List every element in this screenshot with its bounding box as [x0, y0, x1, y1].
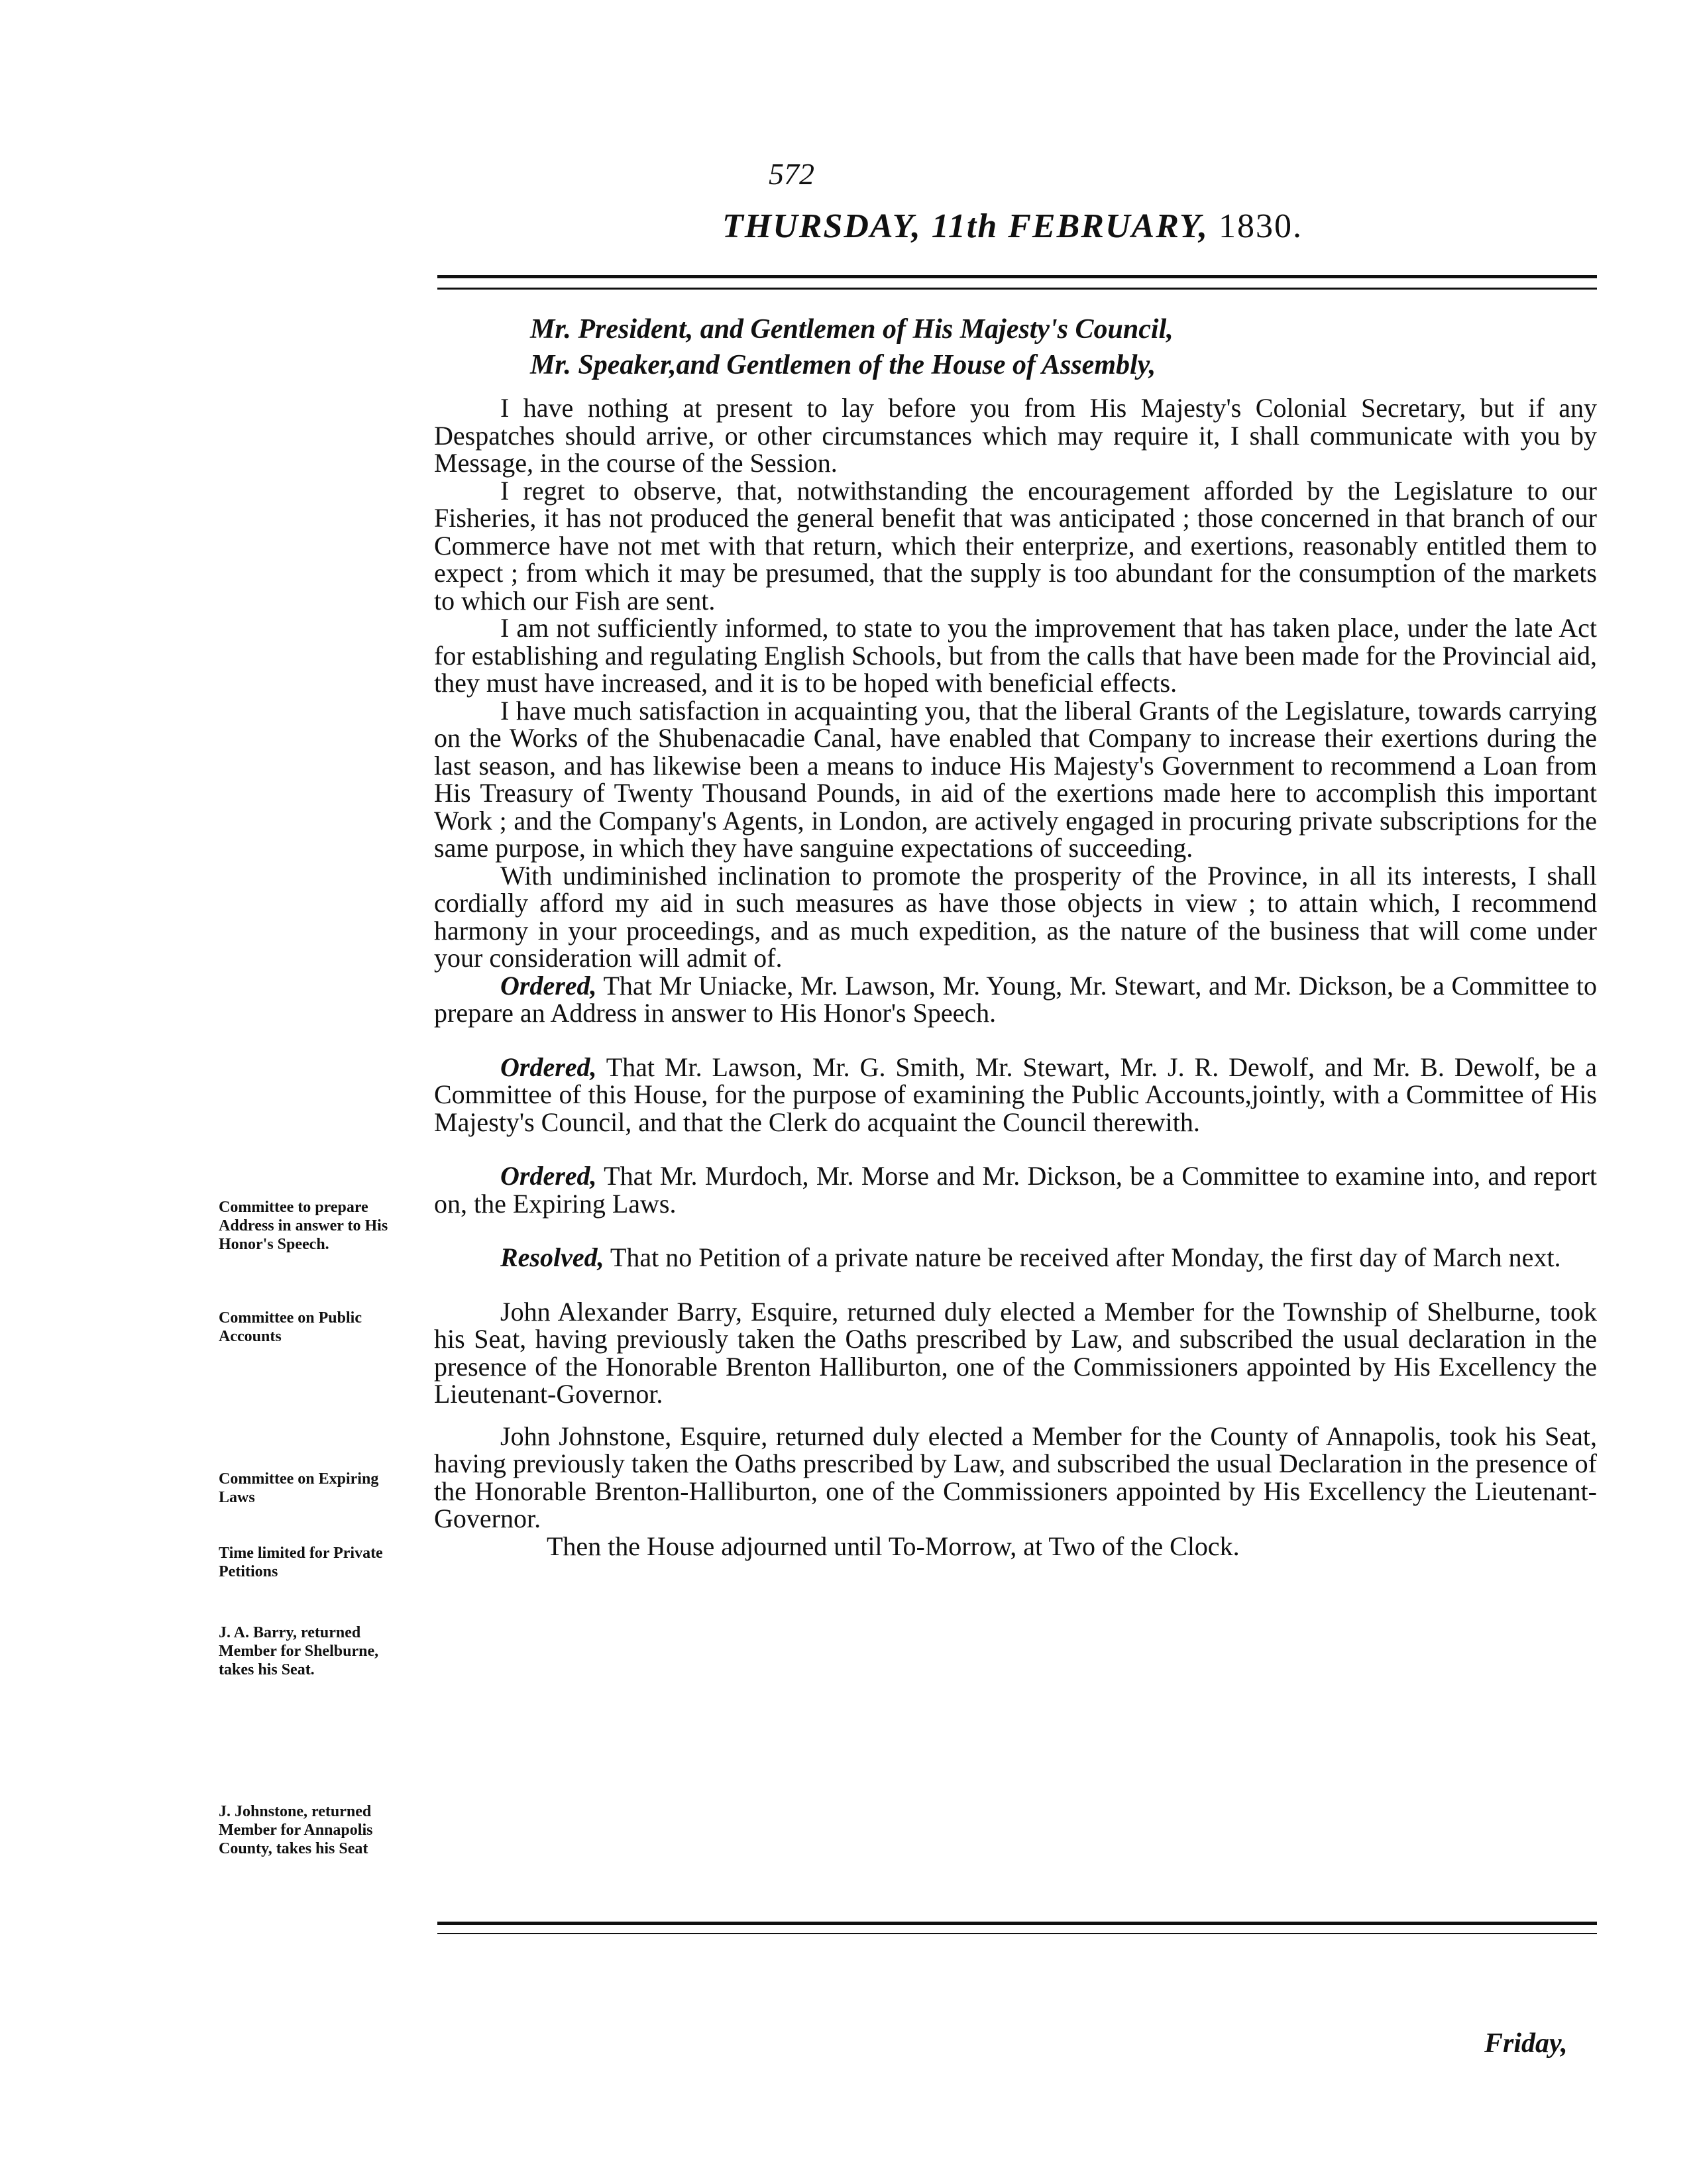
margin-note: Committee on Expiring Laws — [219, 1470, 379, 1506]
margin-note: J. A. Barry, returned Member for Shelburne, takes his Seat. — [219, 1624, 379, 1678]
date-month: FEBRUARY, — [1008, 207, 1209, 245]
footer-rule — [437, 1922, 1597, 1934]
proceeding-text: That Mr Uniacke, Mr. Lawson, Mr. Young, Mr. Stewart, and Mr. Dickson, be a Committee to prepare an Address in answer to His Honor's Speech. — [434, 970, 1597, 1028]
date-weekday: THURSDAY, — [722, 207, 922, 245]
salutation-line: Mr. Speaker,and Gentlemen of the House of Assembly, — [530, 350, 1156, 380]
proceeding-lead: Ordered, — [500, 1161, 597, 1191]
adjournment-line — [434, 1533, 1597, 1560]
catchword: Friday, — [1484, 2028, 1568, 2059]
proceeding-lead: Ordered, — [500, 970, 597, 1001]
proceeding-text: That no Petition of a private nature be received after Monday, the first day of March next. — [604, 1242, 1561, 1272]
margin-note: Committee to prepare Address in answer to His Honor's Speech. — [219, 1199, 388, 1253]
margin-note: Committee on Public Accounts — [219, 1309, 362, 1345]
speech-paragraph: With undiminished inclination to promote the prosperity of the Province, in all its interests, I shall cordially afford my aid in such measures as have those objects in view ; to attain which, I recommend harmony in your proceedings, and as much expedition, as the nature of the business that will come under your consideration will admit of. — [434, 860, 1597, 973]
speech-paragraph: I am not sufficiently informed, to state to you the improvement that has taken place, under the late Act for establishing and regulating English Schools, but from the calls that have been made for the Provincial aid, they must have increased, and it is to be hoped with beneficial effects. — [434, 613, 1597, 698]
proceeding-lead: Ordered, — [500, 1052, 597, 1082]
proceeding-entry — [434, 972, 1597, 1027]
body-text — [434, 394, 1597, 1560]
proceeding-lead: Resolved, — [500, 1242, 604, 1272]
proceeding-text: That Mr. Lawson, Mr. G. Smith, Mr. Stewart, Mr. J. R. Dewolf, and Mr. B. Dewolf, be a Committee of this House, for the purpose of examining the Public Accounts,jointly, with a Committee of His Majesty's Council, and that the Clerk do acquaint the Council therewith. — [434, 1052, 1597, 1137]
speech-paragraph: I regret to observe, that, notwithstanding the encouragement afforded by the Legislature to our Fisheries, it has not produced the general benefit that was anticipated ; those concerned in that branch of our Commerce have not met with that return, which their enterprize, and exertions, reasonably entitled them to expect ; from which it may be presumed, that the supply is too abundant for the consumption of the markets to which our Fish are sent. — [434, 475, 1597, 616]
proceeding-text: John Alexander Barry, Esquire, returned duly elected a Member for the Township of Shelburne, took his Seat, having previously taken the Oaths prescribed by Law, and subscribed the usual declaration in the presence of the Honorable Brenton Halliburton, one of the Commissioners appointed by His Excellency the Lieutenant-Governor. — [434, 1296, 1597, 1409]
proceeding-entry — [434, 1244, 1597, 1272]
date-heading — [722, 207, 1303, 246]
proceeding-entry — [434, 1162, 1597, 1217]
margin-note: J. Johnstone, returned Member for Annapolis County, takes his Seat — [219, 1803, 373, 1857]
speech-paragraph: I have much satisfaction in acquainting you, that the liberal Grants of the Legislature, towards carrying on the Works of the Shubenacadie Canal, have enabled that Company to increase their exertions during the last season, and has likewise been a means to induce His Majesty's Government to recommend a Loan from His Treasury of Twenty Thousand Pounds, in aid of the exertions made here to accomplish this important Work ; and the Company's Agents, in London, are actively engaged in procuring private subscriptions for the same purpose, in which they have sanguine expectations of succeeding. — [434, 695, 1597, 863]
proceeding-text: That Mr. Murdoch, Mr. Morse and Mr. Dickson, be a Committee to examine into, and report on, the Expiring Laws. — [434, 1161, 1597, 1219]
date-year: 1830. — [1218, 207, 1303, 245]
speech-paragraph: I have nothing at present to lay before you from His Majesty's Colonial Secretary, but if any Despatches should arrive, or other circumstances which may require it, I shall communicate with you by Message, in the course of the Session. — [434, 393, 1597, 478]
margin-note: Time limited for Private Petitions — [219, 1545, 383, 1580]
proceeding-entry — [434, 1054, 1597, 1136]
date-day: 11th — [931, 207, 999, 245]
proceeding-entry — [434, 1298, 1597, 1408]
proceeding-entry — [434, 1423, 1597, 1533]
header-rule — [437, 275, 1597, 290]
salutation — [530, 311, 1174, 383]
proceeding-text: Then the House adjourned until To-Morrow, at Two of the Clock. — [547, 1531, 1240, 1561]
salutation-line: Mr. President, and Gentlemen of His Majesty's Council, — [530, 314, 1174, 345]
page-number: 572 — [769, 157, 814, 191]
proceeding-text: John Johnstone, Esquire, returned duly elected a Member for the County of Annapolis, took his Seat, having previously taken the Oaths prescribed by Law, and subscribed the usual Declaration in the presence of the Honorable Brenton-Halliburton, one of the Commissioners appointed by His Excellency the Lieutenant-Governor. — [434, 1421, 1597, 1533]
